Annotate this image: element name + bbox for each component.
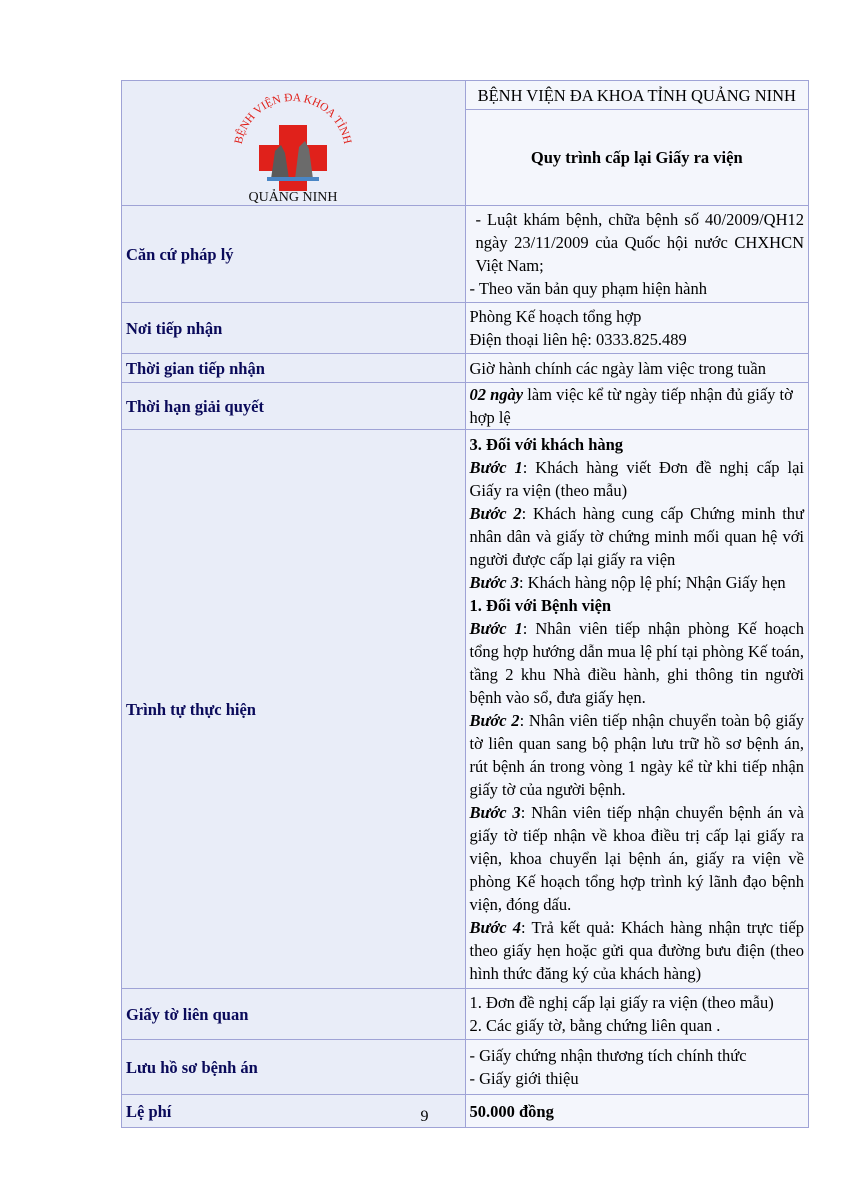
customer-heading: 3. Đối với khách hàng [469,435,624,454]
documents-line-2: 2. Các giấy tờ, bằng chứng liên quan . [469,1016,721,1035]
hospital-step-3: Bước 3: Nhân viên tiếp nhận chuyển bệnh án và giấy tờ tiếp nhận về khoa điều trị cấp lại giấy ra viện, khoa chuyển lại bệnh án, giấy ra viện về phòng Kế hoạch tổng hợp trình ký lãnh đạo bệnh viện, đóng dấu. [469,803,804,914]
hospital-logo [219,87,367,205]
header-row [122,81,809,110]
fee-label: Lệ phí [122,1095,466,1128]
hospital-name: BỆNH VIỆN ĐA KHOA TỈNH QUẢNG NINH [465,81,809,110]
documents-label: Giấy tờ liên quan [122,989,466,1040]
customer-step-3: Bước 3: Khách hàng nộp lệ phí; Nhận Giấy hẹn [469,573,786,592]
sequence-label: Trình tự thực hiện [122,430,466,989]
deadline-row [122,383,809,430]
documents-row [122,989,809,1040]
hospital-step-2: Bước 2: Nhân viên tiếp nhận chuyển toàn bộ giấy tờ liên quan sang bộ phận lưu trữ hồ sơ bệnh án, rút bệnh án trong vòng 1 ngày kể từ khi tiếp nhận giấy tờ của người bệnh. [469,711,804,799]
time-value: Giờ hành chính các ngày làm việc trong tuần [465,354,809,383]
customer-step-1: Bước 1: Khách hàng viết Đơn đề nghị cấp lại Giấy ra viện (theo mẫu) [469,458,804,500]
procedure-table [121,80,809,1128]
hospital-heading: 1. Đối với Bệnh viện [469,596,612,615]
deadline-days: 02 ngày [469,385,524,404]
records-label: Lưu hồ sơ bệnh án [122,1040,466,1095]
hospital-step-1: Bước 1: Nhân viên tiếp nhận phòng Kế hoạch tổng hợp hướng dẫn mua lệ phí tại phòng Kế toán, tầng 2 khu Nhà điều hành, ghi thông tin người bệnh vào sổ, đưa giấy hẹn. [469,619,804,707]
reception-row [122,303,809,354]
records-value [465,1040,809,1095]
records-line-2: - Giấy giới thiệu [469,1069,579,1088]
hospital-logo-cell [122,81,466,206]
logo-arc-text: BỆNH VIỆN ĐA KHOA TỈNH [233,91,354,146]
records-row [122,1040,809,1095]
reception-line-1: Phòng Kế hoạch tổng hợp [469,307,642,326]
procedure-title: Quy trình cấp lại Giấy ra viện [465,110,809,206]
customer-step-2: Bước 2: Khách hàng cung cấp Chứng minh thư nhân dân và giấy tờ chứng minh mối quan hệ với người được cấp lại giấy ra viện [469,504,804,569]
documents-value [465,989,809,1040]
deadline-rest: làm việc kể từ ngày tiếp nhận đủ giấy tờ hợp lệ [469,385,793,427]
time-label: Thời gian tiếp nhận [122,354,466,383]
logo-bottom-text: QUẢNG NINH [248,190,338,205]
page-number: 9 [420,1108,429,1125]
deadline-label: Thời hạn giải quyết [122,383,466,430]
legal-value [465,206,809,303]
sequence-value [465,430,809,989]
reception-line-2: Điện thoại liên hệ: 0333.825.489 [469,330,687,349]
documents-line-1: 1. Đơn đề nghị cấp lại giấy ra viện (theo mẫu) [469,993,774,1012]
legal-row [122,206,809,303]
records-line-1: - Giấy chứng nhận thương tích chính thức [469,1046,747,1065]
legal-line-2: - Theo văn bản quy phạm hiện hành [469,279,708,298]
legal-label: Căn cứ pháp lý [122,206,466,303]
time-row [122,354,809,383]
reception-label: Nơi tiếp nhận [122,303,466,354]
hospital-step-4: Bước 4: Trả kết quả: Khách hàng nhận trực tiếp theo giấy hẹn hoặc gửi qua đường bưu điện (theo hình thức đăng ký của khách hàng) [469,918,804,983]
deadline-value [465,383,809,430]
fee-value: 50.000 đồng [465,1095,809,1128]
sequence-row [122,430,809,989]
reception-value [465,303,809,354]
legal-line-1: - Luật khám bệnh, chữa bệnh số 40/2009/QH12 ngày 23/11/2009 của Quốc hội nước CHXHCN Việt Nam; [475,210,804,275]
